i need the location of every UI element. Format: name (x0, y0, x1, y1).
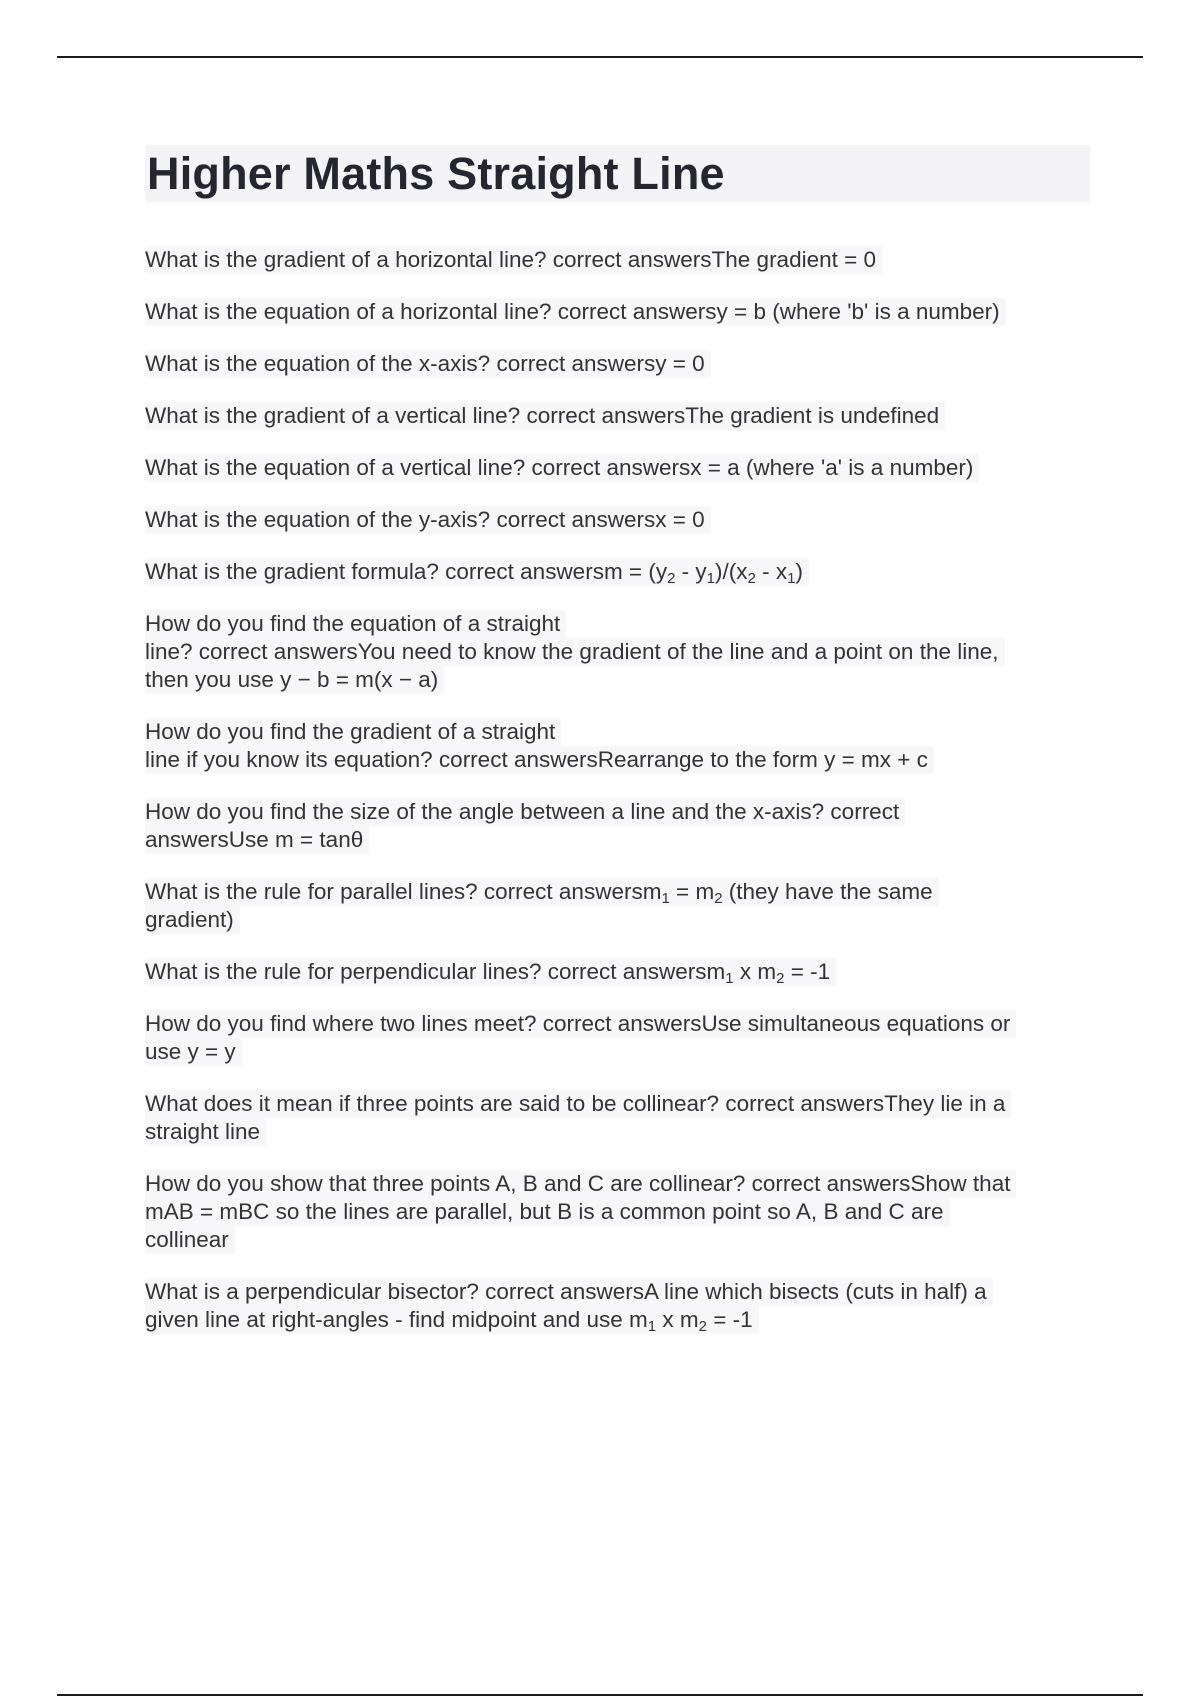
page-title: Higher Maths Straight Line (147, 147, 725, 199)
top-rule (57, 56, 1143, 58)
qa-item: What is the equation of the y-axis? correct answersx = 0 (145, 506, 1090, 534)
qa-item: What is the gradient of a horizontal line? correct answersThe gradient = 0 (145, 246, 1090, 274)
qa-item: What is the gradient of a vertical line? correct answersThe gradient is undefined (145, 402, 1090, 430)
bottom-rule (57, 1694, 1143, 1696)
title-band (145, 145, 1090, 202)
qa-item-parallel: What is the rule for parallel lines? correct answersm$_1$ = $m_2$ (they have the same gradient) (145, 878, 1090, 934)
qa-item: How do you find the gradient of a straight line if you know its equation? correct answersRearrange to the form y = mx + c (145, 718, 1090, 774)
qa-item: How do you find where two lines meet? correct answersUse simultaneous equations or use y = y (145, 1010, 1090, 1066)
qa-item: What is the equation of a vertical line? correct answersx = a (where 'a' is a number) (145, 454, 1090, 482)
qa-item: How do you find the equation of a straight line? correct answersYou need to know the gradient of the line and a point on the line, then you use y − b = m(x − a) (145, 610, 1090, 694)
qa-item-gradient-formula: What is the gradient formula? correct answersm = $(y_2 - y_1)/(x_2 - x_1)$ (145, 558, 1090, 586)
qa-item-perpendicular: What is the rule for perpendicular lines? correct answersm$_1$ x $m_2 = -1$ (145, 958, 1090, 986)
qa-item: What does it mean if three points are said to be collinear? correct answersThey lie in a straight line (145, 1090, 1090, 1146)
qa-item: What is the equation of the x-axis? correct answersy = 0 (145, 350, 1090, 378)
qa-item: What is the equation of a horizontal line? correct answersy = b (where 'b' is a number) (145, 298, 1090, 326)
qa-item: How do you show that three points A, B and C are collinear? correct answersShow that mAB = mBC so the lines are parallel, but B is a common point so A, B and C are collinear (145, 1170, 1090, 1254)
qa-item: How do you find the size of the angle between a line and the x-axis? correct answersUse m = tanθ (145, 798, 1090, 854)
qa-list (145, 246, 1090, 1334)
document-body (145, 145, 1090, 1358)
qa-item-bisector: What is a perpendicular bisector? correct answersA line which bisects (cuts in half) a given line at right-angles - find midpoint and use $m_1$ x $m_2 = -1$ (145, 1278, 1090, 1334)
